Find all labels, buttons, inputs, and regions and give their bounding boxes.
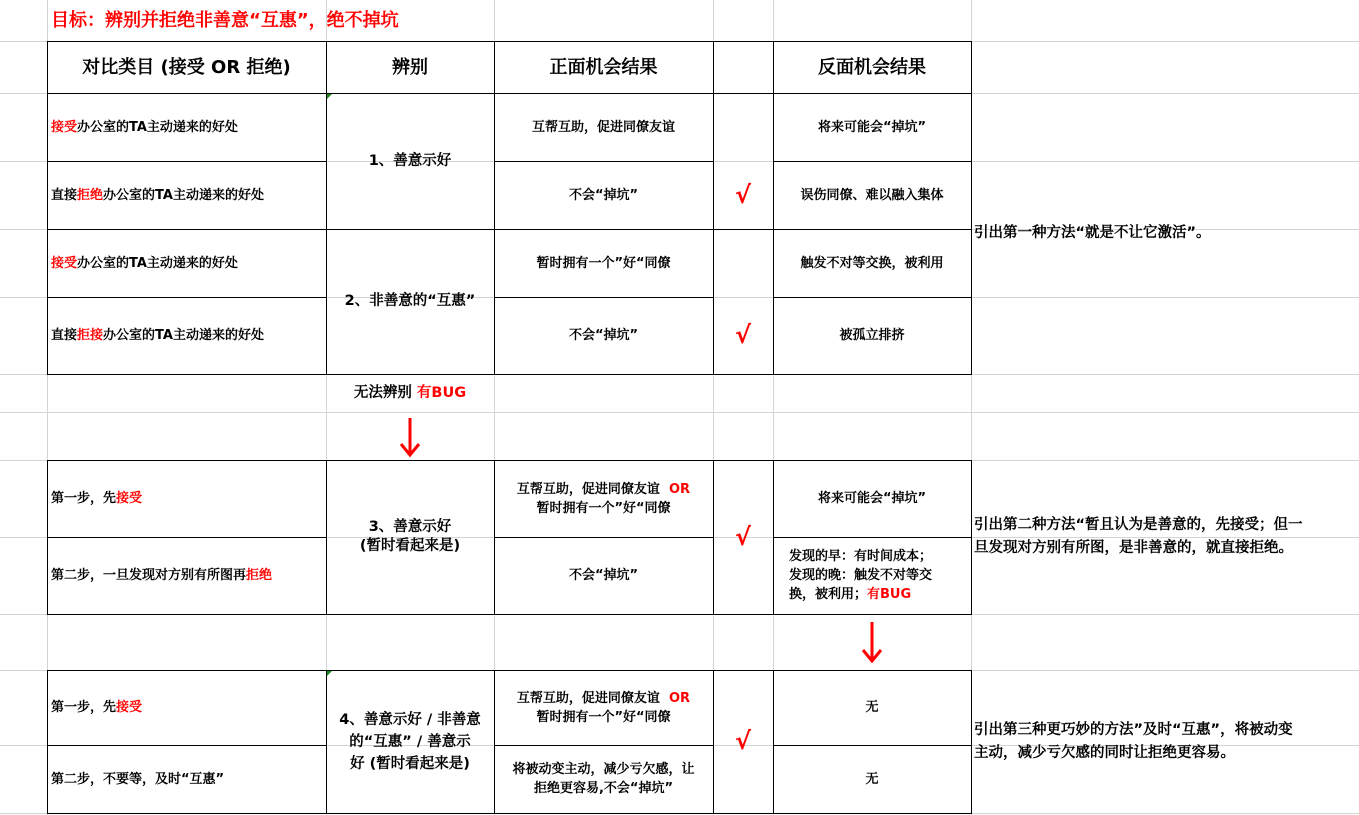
table-row-3-positive: 暂时拥有一个”好“同僚: [536, 255, 671, 271]
header-negative: 反面机会结果: [818, 56, 926, 78]
table-row-5-positive: [494, 460, 713, 537]
table-row-6-negative: [773, 537, 971, 614]
group-4-label: [326, 670, 494, 813]
bug-note: [326, 374, 494, 412]
group-1-label: 1、善意示好: [368, 152, 452, 169]
check-mark: √: [734, 727, 751, 755]
group-2-label: 2、非善意的“互惠”: [344, 293, 476, 309]
or-tag: OR: [669, 690, 691, 706]
negative-line: 发现的晚：触发不对等交: [789, 568, 933, 583]
group-line: 3、善意示好: [368, 519, 452, 535]
table-row-4-negative: 被孤立排挤: [839, 328, 905, 343]
note-method-3: [971, 670, 1359, 813]
or-tag: OR: [669, 481, 691, 497]
table-row-8-category: 第二步，不要等，及时“互惠”: [51, 771, 225, 787]
header-positive: 正面机会结果: [549, 56, 658, 78]
table-row-2-positive: 不会“掉坑”: [568, 187, 639, 203]
table-border: [47, 374, 972, 375]
note-line: 引出第二种方法“暂且认为是善意的，先接受；但一: [974, 517, 1303, 533]
check-mark: √: [734, 321, 751, 349]
table-row-1-negative: 将来可能会“掉坑”: [817, 119, 927, 135]
table-row-5-category: [47, 460, 326, 537]
positive-line-text: 互帮互助，促进同僚友谊: [516, 481, 660, 497]
table-row-7-positive: [494, 670, 713, 745]
positive-line: [517, 689, 690, 708]
header-category: 对比类目 (接受 OR 拒绝): [82, 56, 291, 78]
category-suffix: 办公室的TA主动递来的好处: [103, 328, 264, 343]
table-row-8-positive: [494, 745, 713, 813]
note-line: 主动，减少亏欠感的同时让拒绝更容易。: [974, 744, 1235, 761]
group-3-label: [326, 460, 494, 614]
table-row-5-negative: 将来可能会“掉坑”: [817, 491, 927, 506]
table-row-4-positive: 不会“掉坑”: [568, 328, 639, 343]
positive-line: 将被动变主动，减少亏欠感，让: [512, 762, 695, 777]
note-method-1: 引出第一种方法“就是不让它激活”。: [974, 225, 1211, 241]
negative-line: [789, 585, 911, 604]
category-prefix: 第一步，先: [51, 700, 117, 715]
bug-note-text: 无法辨别: [353, 384, 412, 401]
table-row-2-category: [47, 161, 326, 229]
table-row-6-positive: 不会“掉坑”: [568, 568, 639, 583]
table-border: [47, 813, 972, 814]
note-line: 旦发现对方别有所图，是非善意的，就直接拒绝。: [974, 540, 1293, 556]
check-mark: √: [734, 522, 751, 551]
table-row-4-category: [47, 297, 326, 374]
gridline-h: [0, 412, 1359, 413]
bug-tag: 有BUG: [867, 587, 912, 602]
down-arrow-icon: [398, 416, 422, 458]
negative-line: 发现的早：有时间成本；: [789, 549, 933, 564]
check-mark: √: [734, 180, 751, 209]
page-title: 目标：辨别并拒绝非善意“互惠”，绝不掉坑: [51, 10, 399, 31]
category-highlight: 接受: [116, 700, 143, 715]
down-arrow-icon: [860, 620, 884, 664]
category-highlight: 拒接: [77, 328, 104, 343]
category-suffix: 办公室的TA主动递来的好处: [77, 255, 238, 271]
category-prefix: 第一步，先: [51, 491, 117, 506]
table-row-1-positive: 互帮互助，促进同僚友谊: [531, 119, 675, 135]
group-line: 好 (暂时看起来是): [350, 755, 470, 772]
category-highlight: 接受: [51, 119, 78, 135]
positive-line-text: 互帮互助，促进同僚友谊: [516, 690, 660, 706]
table-row-6-category: [47, 537, 326, 614]
group-line: 的“互惠” / 善意示: [349, 733, 471, 750]
note-line: 引出第三种更巧妙的方法”及时“互惠”，将被动变: [974, 721, 1293, 738]
table-row-7-negative: 无: [865, 700, 879, 715]
table-row-8-negative: 无: [865, 771, 879, 787]
category-suffix: 办公室的TA主动递来的好处: [103, 187, 264, 203]
category-suffix: 办公室的TA主动递来的好处: [77, 119, 238, 135]
group-line: 4、善意示好 / 非善意: [339, 711, 481, 728]
positive-line: [517, 480, 690, 499]
category-highlight: 拒绝: [77, 187, 104, 203]
positive-line: 拒绝更容易,不会“掉坑”: [533, 781, 674, 796]
table-row-7-category: [47, 670, 326, 745]
bug-tag: 有BUG: [416, 384, 467, 401]
table-row-2-negative: 误伤同僚、难以融入集体: [800, 187, 944, 203]
table-row-1-category: [47, 93, 326, 161]
category-highlight: 接受: [116, 491, 143, 506]
table-row-3-category: [47, 229, 326, 297]
positive-line: 暂时拥有一个”好“同僚: [536, 709, 671, 725]
category-prefix: 直接: [51, 328, 78, 343]
positive-line: 暂时拥有一个”好“同僚: [536, 500, 671, 516]
header-identify: 辨别: [392, 56, 428, 78]
table-border: [47, 614, 972, 615]
group-line: (暂时看起来是): [359, 538, 461, 554]
negative-line-text: 换，被利用；: [789, 587, 868, 602]
category-prefix: 直接: [51, 187, 78, 203]
table-row-3-negative: 触发不对等交换，被利用: [800, 255, 944, 271]
note-method-2: [971, 460, 1359, 614]
category-highlight: 拒绝: [246, 568, 273, 583]
category-prefix: 第二步，一旦发现对方别有所图再: [51, 568, 247, 583]
category-highlight: 接受: [51, 255, 78, 271]
